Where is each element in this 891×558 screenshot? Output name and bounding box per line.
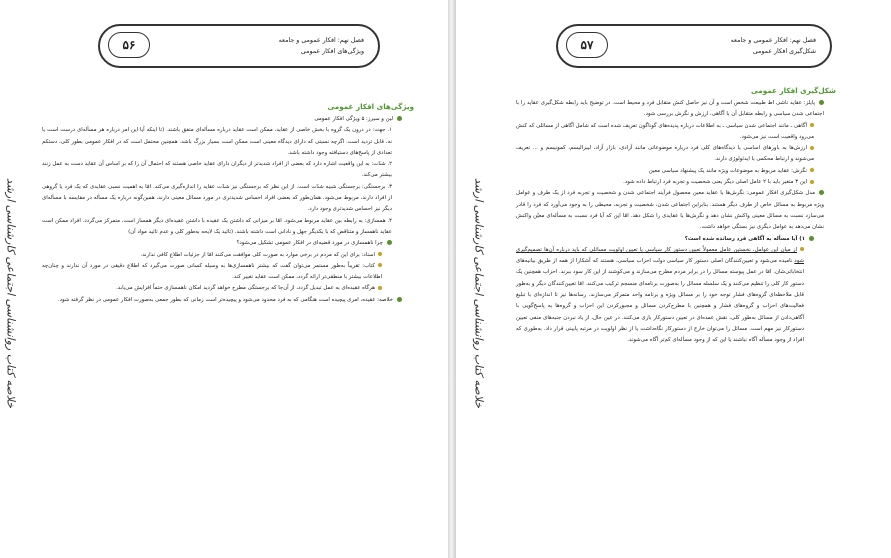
list-item: اسناد: برای این که مردم در برخی موارد به صورت کلی موافقت می‌کنند امّا از جزئیات اطلاع کافی ندارند. xyxy=(42,250,414,261)
list-item: پایلز: عقاید ناشی اط طبیعت شخص است و آن نیز حاصل کنش متقابل فرد و محیط است. در توضیح باید رابطه شکل‌گیری عقاید را با اجتماعی شدن سیاسی و رابطه متقابل آن با آگاهی، ارزش و نگرش بررسی شود. xyxy=(516,100,824,118)
summary: خلاصه: عقیده، امری پیچیده است هنگامی که به فرد محدود می‌شود و پیچیده‌تر است زمانی که بطور جمعی به‌صورت افکار عمومی در نظر گرفته شود. xyxy=(42,295,414,306)
list-item: کتاب: تقریباً به‌طور مستمر می‌توان گفت که بیشتر ناهمسازی‌ها به وسیله کسانی صورت می‌گیرد که اطلاع دقیقی در مورد آن ندارند و چنان‌چه اطلاعات بیشتر با منطقی‌تر ارائه گردد، ممکن است عقاید تغییر کند. xyxy=(42,262,382,281)
chapter-line: فصل نهم: افکار عمومی و جامعه xyxy=(730,37,816,44)
list-item: لین و سیرز: ۵ ویژگی افکار عمومی xyxy=(42,114,414,125)
page-header xyxy=(98,24,380,68)
answer-paragraph: از میان این عوامل، نخستین عامل معمولاً تعیین دستور کار سیاسی یا تعیین اولویت مسائلی که باید درباره آن‌ها تصمیم‌گیری شود نامیده می‌شود و تعیین‌کنندگان اصلی دستور کار سیاسی دولت احزاب سیاسی، هستند که آشکارا از همه از طریق بیانیه‌های انتخاباتی‌شان. امّا در عمل پیوسته مسائل را در برابر مردم مطرح می‌سازند و می‌کوشند از این کار سود ببرند. احزاب همچنین یک دستور کار کلی را تنظیم می‌کنند و یک سلسله مسائل را به‌صورت برنامه‌ای منسجم ترکیب می‌کنند. امّا تعیین‌کنندگان دیگر و به‌طور قابل ملاحظه‌ای گروه‌های فشار توجه خود را بر مسائل ویژه و برنامه واحد متمرکز می‌سازند. رسانه‌ها نیز تا اندازه‌ای با تبلیغ فعالیت‌های احزاب و گروه‌های فشار و همچنین با مطرح‌کردن مسائل و مجبورکردن این احزاب و گروه‌ها به پاسخ‌گویی با آگاهی‌دادن از مسائل به‌طور کلی، نقش عمده‌ای در تعیین دستورکار بازی می‌کنند. در عین حال، از یاد نبردن جنبه‌های منفی تعیین دستورکار نیز مهم است. مسائل را می‌توان خارج از دستورکار نگاه‌داشت یا از نظر اولویت در مرتبه پایینی قرار داد. به‌طوری که افراد از وجود مسأله آگاه نباشند یا این که از وجود مسأله‌ای کم‌تر آگاه می‌شوند. xyxy=(516,246,804,344)
list-item: این ۳ متغیر باید با ۲ عامل اصلی دیگر یعنی شخصیت و تجربه فرد ارتباط داده شود. xyxy=(516,177,836,188)
bullet-icon xyxy=(378,286,382,290)
list-item: هرگاه عقیده‌ای به عمل تبدیل گردد، از آن‌جا که برجستگی مطرح خواهد گردید امکان ناهمسازی حتماً افزایش می‌یابد. xyxy=(42,283,414,294)
chapter-line: فصل نهم: افکار عمومی و جامعه xyxy=(278,37,364,44)
list-item: ۲. شدّت: به این واقعیت اشاره دارد که بعضی از افراد شدیدتر از دیگران دارای عقاید خاصی هستند که احتمال آن را که بر اساس آن عقاید دست به عمل زنند بیشتر می‌کند. xyxy=(42,161,392,179)
right-page xyxy=(456,0,891,558)
list-item: ۳. برجستگی: برجستگی شبیه شدّت است. از این نظر که برجستگی نیز شدّت عقاید را اندازه‌گیری می‌کند. امّا به اهمیت نسبی عقایدی که یک فرد یا گروهی از افراد دارند، مربوط می‌شود. همان‌طور که بعضی افراد احساس شدیدتری در مورد مسائل معینی دارند، همین‌گونه درباره یک مسأله در مقایسه با مسأله‌ای دیگر نیز احساس شدیدتری وجود دارد. xyxy=(42,183,392,213)
model-paragraph: مدل شکل‌گیری افکار عمومی: نگرش‌ها یا عقاید معین محصول فرآیند اجتماعی شدن و شخصیت و تجربه فرد از یک طرف و عوامل ویژه مربوط به مسائل خاص از طرف دیگر هستند. بنابراین اجتماعی شدن، شخصیت و تجربه، محیطی را به وجود می‌آورد که فرد را قادر می‌سازد نسبت به مسائل معینی واکنش نشان دهد و نگرش‌ها یا عقایدی را شکل دهد. امّا این که آیا فرد نسبت به مسأله‌ای معیّن واکنش نشان می‌دهد به عوامل دیگری نیز بستگی خواهد داشت. xyxy=(516,190,824,231)
bullet-icon xyxy=(810,168,814,172)
list-item: آگاهی ـ مانند اجتماعی شدن سیاسی ـ به اطلاعات درباره پدیده‌های گوناگون تعریف شده است که شامل آگاهی از مسائلی که کنش می‌رود واقعیت است نیز می‌شود. xyxy=(516,122,814,140)
bullet-icon xyxy=(397,116,402,121)
bullet-icon xyxy=(810,180,814,184)
section-heading: شکل‌گیری افکار عمومی xyxy=(751,86,836,95)
list-item: ۴. همسازی: به رابطه بین عقاید مربوط می‌شود. امّا بر میزانی که داشتن یک عقیده با داشتن عقیده‌ای دیگر همساز است، متمرکز می‌گردد. افراد ممکن است عقاید ناهمساز و متناقض که با یکدیگر جهل و نادانی است داشته باشند. (تائید یک لایحه به‌طور کلی و عدم تائید مواد آن) xyxy=(42,217,392,235)
sub-heading: چرا ناهمسازی در مورد قضیه‌ای در افکار عمومی تشکیل می‌شود؟ xyxy=(42,238,414,249)
chapter-title xyxy=(731,35,816,57)
bullet-icon xyxy=(387,240,392,245)
question: ۱) آیا مسأله به آگاهی فرد رسانده شده است؟ xyxy=(516,234,836,245)
section-heading: ویژگی‌های افکار عمومی xyxy=(327,102,414,111)
chapter-title xyxy=(279,35,364,57)
bullet-icon xyxy=(819,190,824,195)
bullet-icon xyxy=(378,252,382,256)
bullet-icon xyxy=(378,263,382,267)
section-line: شکل‌گیری افکار عمومی xyxy=(752,48,816,55)
page-body xyxy=(516,84,836,347)
list-item: نگرش: عقاید مربوط به موضوعات ویژه مانند یک پیشنهاد سیاسی معین xyxy=(516,166,836,177)
list-item: ۱. جهت: در درون یک گروه با بخش خاصی از عقاید، ممکن است عقاید درباره مسأله‌ای متفق باشند. (تا اینکه آیا این امر درباره هر مسأله‌ای درست است یا نه، قابل تردید است. اگرچه نسبتی که دارای دیدگاه معینی است ممکن است بسیار بزرگ باشد. همچنین محتمل است که در افکار عمومی بطور کلی، دستکم تعدادی از پاسخ‌های دستیافته وجود داشته باشد. xyxy=(42,127,392,156)
page-header xyxy=(556,24,832,68)
sidebar-calligraphy: خلاصه کتاب روانشناسی اجتماعی کارشناسی ارشد xyxy=(472,177,486,408)
underlined-text: از میان این عوامل، نخستین عامل معمولاً تعیین دستور کار سیاسی یا تعیین اولویت مسائلی که باید درباره آن‌ها تصمیم‌گیری شود xyxy=(516,246,804,265)
page-body xyxy=(42,100,414,306)
bullet-icon xyxy=(810,146,814,150)
bullet-icon xyxy=(800,247,804,251)
bullet-icon xyxy=(810,123,814,127)
page-number: ۵۶ xyxy=(108,32,150,58)
book-spine xyxy=(448,0,456,558)
page-number: ۵۷ xyxy=(566,32,608,58)
bullet-icon xyxy=(819,100,824,105)
bullet-icon xyxy=(809,236,814,241)
list-item: ارزش‌ها به باورهای اساسی یا دیدگاه‌های کلی فرد درباره موضوعاتی مانند آزادی، بازار آزاد، لیبرالیسم، کمونیسم و ... تعریف می‌شوند و ارتباط محکمی با ایدئولوژی دارند. xyxy=(516,145,814,163)
sidebar-calligraphy: خلاصه کتاب روانشناسی اجتماعی کارشناسی ارشد xyxy=(4,177,18,408)
bullet-icon xyxy=(397,297,402,302)
section-line: ویژگی‌های افکار عمومی xyxy=(300,48,364,55)
